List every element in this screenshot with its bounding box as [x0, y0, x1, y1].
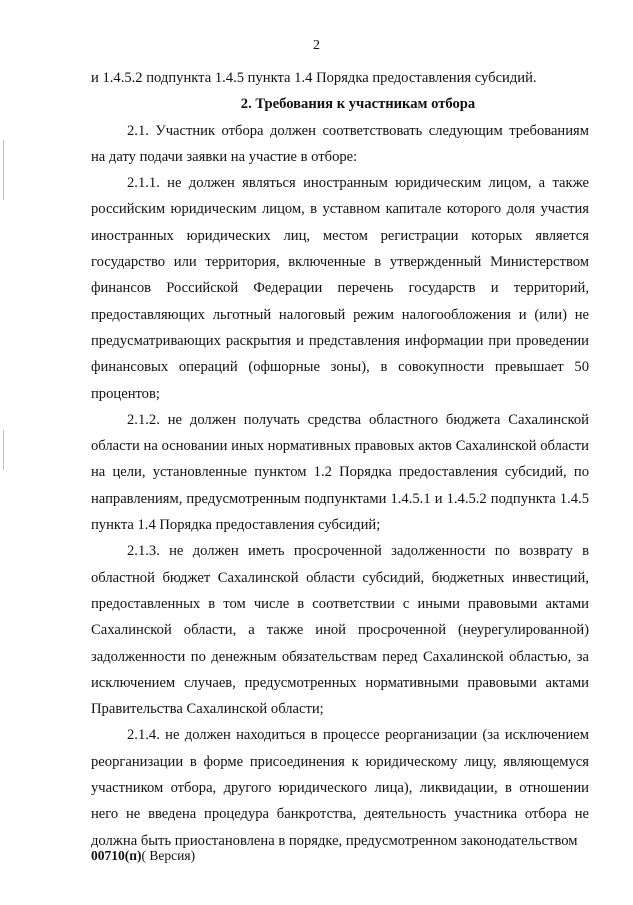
scan-edge-mark [3, 430, 4, 470]
page-number: 2 [313, 38, 320, 53]
intro-line: и 1.4.5.2 подпункта 1.4.5 пункта 1.4 Порядка предоставления субсидий. [91, 70, 537, 86]
scan-edge-mark [3, 140, 4, 200]
paragraph-2-1-1: 2.1.1. не должен являться иностранным юридическим лицом, а также российским юридическим лицом, в уставном капитале которого доля участия иностранных юридических лиц, местом регистрации которых является государство или территория, включенные в утвержденный Министерством финансов Российской Федерации перечень государств и территорий, предоставляющих льготный налоговый режим налогообложения и (или) не предусматривающих раскрытия и представления информации при проведении финансовых операций (офшорные зоны), в совокупности превышает 50 процентов; [91, 175, 589, 402]
footer [91, 848, 195, 864]
document-body [91, 65, 589, 854]
document-version: ( Версия) [141, 848, 196, 863]
paragraph-2-1-3: 2.1.3. не должен иметь просроченной задолженности по возврату в областной бюджет Сахалинской области субсидий, бюджетных инвестиций, предоставленных в том числе в соответствии с иными правовыми актами Сахалинской области, а также иной просроченной (неурегулированной) задолженности по денежным обязательствам перед Сахалинской областью, за исключением случаев, предусмотренных нормативными правовыми актами Правительства Сахалинской области; [91, 543, 589, 718]
paragraph-2-1-2: 2.1.2. не должен получать средства областного бюджета Сахалинской области на основании иных нормативных правовых актов Сахалинской области на цели, установленные пунктом 1.2 Порядка предоставления субсидий, по направлениям, предусмотренным подпунктами 1.4.5.1 и 1.4.5.2 подпункта 1.4.5 пункта 1.4 Порядка предоставления субсидий; [91, 411, 589, 534]
paragraph-2-1: 2.1. Участник отбора должен соответствовать следующим требованиям на дату подачи заявки на участие в отборе: [91, 122, 589, 165]
section-heading: 2. Требования к участникам отбора [240, 96, 476, 113]
paragraph-2-1-4: 2.1.4. не должен находиться в процессе реорганизации (за исключением реорганизации в форме присоединения к юридическому лицу, являющемуся участником отбора, другого юридического лица), ликвидации, в отношении него не введена процедура банкротства, деятельность участника отбора не должна быть приостановлена в порядке, предусмотренном законодательством [91, 727, 589, 849]
document-code: 00710(п) [91, 848, 142, 863]
